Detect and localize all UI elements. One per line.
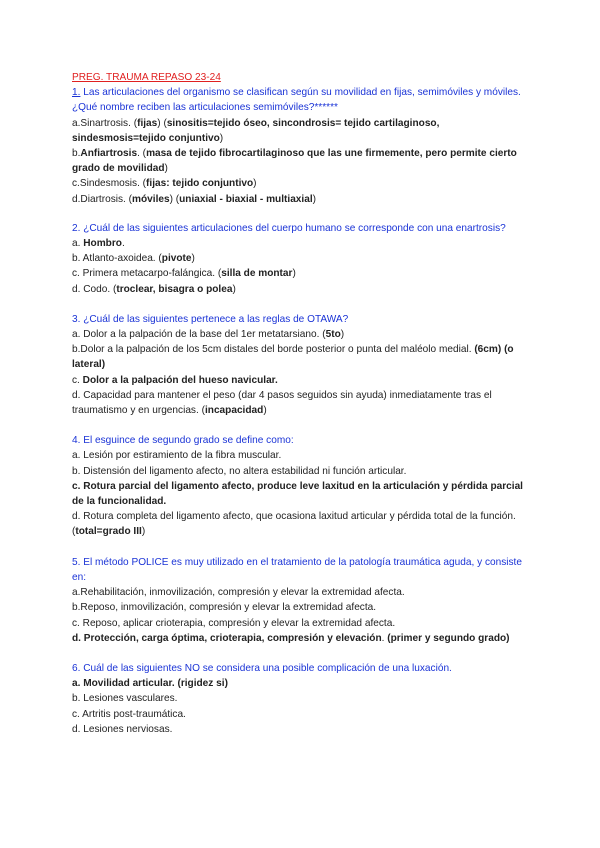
q1-a-bold-1: fijas — [137, 117, 158, 129]
question-2-option-a — [72, 236, 532, 251]
question-3-block — [72, 312, 532, 418]
q1-d-end: ) — [312, 193, 317, 205]
q2-b-bold-1: pivote — [161, 253, 192, 265]
question-1-option-d — [72, 192, 532, 207]
q5-d-bold-1: d. Protección, carga óptima, crioterapia, compresión y elevación — [72, 632, 382, 644]
question-1-option-b — [72, 146, 532, 176]
q1-d-bold-1: móviles — [132, 193, 170, 205]
question-5-option-d — [72, 631, 532, 646]
q3-b-bold-2: (o lateral) — [72, 344, 514, 371]
question-2-option-b — [72, 251, 532, 266]
q4-d-bold-1: total=grado III — [75, 526, 142, 538]
q3-a-bold-1: 5to — [325, 329, 341, 341]
q1-c-bold-1: fijas: tejido conjuntivo — [146, 178, 254, 190]
question-3-text: 3. ¿Cuál de las siguientes pertenece a las reglas de OTAWA? — [72, 313, 349, 325]
q3-d-end: ) — [263, 405, 267, 417]
q3-c-bold-1: Dolor a la palpación del hueso navicular. — [82, 374, 278, 386]
question-6-option-d: d. Lesiones nerviosas. — [72, 723, 173, 735]
q5-d-mid: . — [381, 632, 388, 644]
q3-c-pre: c. — [72, 374, 83, 386]
q1-b-mid: . ( — [137, 148, 147, 160]
question-6-option-a: a. Movilidad articular. (rigidez si) — [72, 678, 228, 690]
question-5-block — [72, 555, 532, 646]
q1-d-bold-2: uniaxial - biaxial - multiaxial — [179, 193, 313, 205]
q3-a-pre: a. Dolor a la palpación de la base del 1er metatarsiano. ( — [72, 329, 326, 341]
q4-d-end: ) — [141, 526, 146, 538]
q1-b-bold-1: Anfiartrosis — [80, 148, 138, 160]
question-5-option-a: a.Rehabilitación, inmovilización, compresión y elevar la extremidad afecta. — [72, 587, 405, 599]
q1-a-end: ) — [219, 132, 224, 144]
question-2-block — [72, 221, 532, 297]
q2-b-pre: b. Atlanto-axoidea. ( — [72, 253, 162, 265]
question-2-text: 2. ¿Cuál de las siguientes articulaciones del cuerpo humano se corresponde con una enartrosis? — [72, 222, 506, 234]
q2-a-end: . — [121, 238, 125, 250]
q1-a-bold-2: sinositis=tejido óseo, sincondrosis= tejido cartilaginoso, sindesmosis=tejido conjuntivo — [72, 117, 440, 144]
q3-a-end: ) — [340, 329, 345, 341]
question-5-option-c: c. Reposo, aplicar crioterapia, compresión y elevar la extremidad afecta. — [72, 617, 396, 629]
question-5-text: 5. El método POLICE es muy utilizado en el tratamiento de la patología traumática aguda, y consiste en: — [72, 556, 522, 583]
question-3-option-a — [72, 327, 532, 342]
q1-d-pre: d.Diartrosis. ( — [72, 193, 133, 205]
question-1-text — [72, 85, 532, 115]
question-6-option-b: b. Lesiones vasculares. — [72, 693, 178, 705]
question-6-option-c: c. Artritis post-traumática. — [72, 708, 186, 720]
q2-d-end: ) — [232, 283, 236, 295]
q2-c-bold-1: silla de montar — [221, 268, 293, 280]
question-1-option-a — [72, 116, 532, 146]
q2-d-pre: d. Codo. ( — [72, 283, 117, 295]
q3-b-pre: b.Dolor a la palpación de los 5cm distales del borde posterior o punta del maléolo medial. — [72, 344, 475, 356]
question-4-block — [72, 433, 532, 539]
q1-a-mid: ) ( — [157, 117, 167, 129]
question-4-option-d — [72, 509, 532, 539]
q1-b-bold-2: masa de tejido fibrocartilaginoso que las une firmemente, pero permite cierto grado de movilidad — [72, 148, 517, 175]
q2-c-pre: c. Primera metacarpo-falángica. ( — [72, 268, 222, 280]
question-6-text: 6. Cuál de las siguientes NO se considera una posible complicación de una luxación. — [72, 662, 452, 674]
document-page — [72, 70, 532, 752]
question-4-option-c: c. Rotura parcial del ligamento afecto, produce leve laxitud en la articulación y pérdida parcial de la funcionalidad. — [72, 480, 523, 508]
document-title: PREG. TRAUMA REPASO 23-24 — [72, 72, 221, 83]
q3-d-bold-1: incapacidad — [204, 405, 264, 417]
q2-b-end: ) — [191, 253, 195, 265]
q2-d-bold-1: troclear, bisagra o polea — [116, 283, 233, 295]
question-3-option-d — [72, 388, 532, 418]
q1-d-mid: ) ( — [169, 193, 180, 205]
question-2-option-c — [72, 266, 532, 281]
question-4-option-a: a. Lesión por estiramiento de la fibra muscular. — [72, 450, 282, 462]
question-4-text: 4. El esguince de segundo grado se define como: — [72, 435, 294, 447]
q3-d-pre: d. Capacidad para mantener el peso (dar 4 pasos seguidos sin ayuda) inmediatamente tras el traumatismo y en urgencias. ( — [72, 389, 492, 417]
q1-c-end: ) — [253, 178, 257, 190]
q1-b-end: ) — [164, 163, 168, 175]
q2-c-end: ) — [292, 268, 296, 280]
question-2-option-d — [72, 282, 532, 297]
q1-c-pre: c.Sindesmosis. ( — [72, 178, 147, 190]
q1-b-pre: b. — [72, 148, 81, 160]
q3-b-bold-1: (6cm) — [474, 344, 502, 356]
question-5-option-b: b.Reposo, inmovilización, compresión y elevar la extremidad afecta. — [72, 602, 377, 614]
question-1-body: Las articulaciones del organismo se clasifican según su movilidad en fijas, semimóviles y móviles. ¿Qué nombre reciben las articulaciones semimóviles?****** — [72, 87, 521, 114]
q1-a-pre: a.Sinartrosis. ( — [72, 117, 138, 129]
question-1-option-c — [72, 176, 532, 191]
q2-a-pre: a. — [72, 238, 84, 250]
title-block — [72, 70, 532, 207]
q5-d-bold-2: (primer y segundo grado) — [387, 632, 510, 644]
q2-a-bold-1: Hombro — [83, 238, 122, 250]
question-3-option-b — [72, 342, 532, 372]
question-1-number: 1. — [72, 87, 81, 99]
q4-d-pre: d. Rotura completa del ligamento afecto, que ocasiona laxitud articular y pérdida total de la función. ( — [72, 511, 516, 538]
question-3-option-c — [72, 373, 532, 388]
question-4-option-b: b. Distensión del ligamento afecto, no altera estabilidad ni función articular. — [72, 465, 407, 477]
question-6-block — [72, 661, 532, 737]
